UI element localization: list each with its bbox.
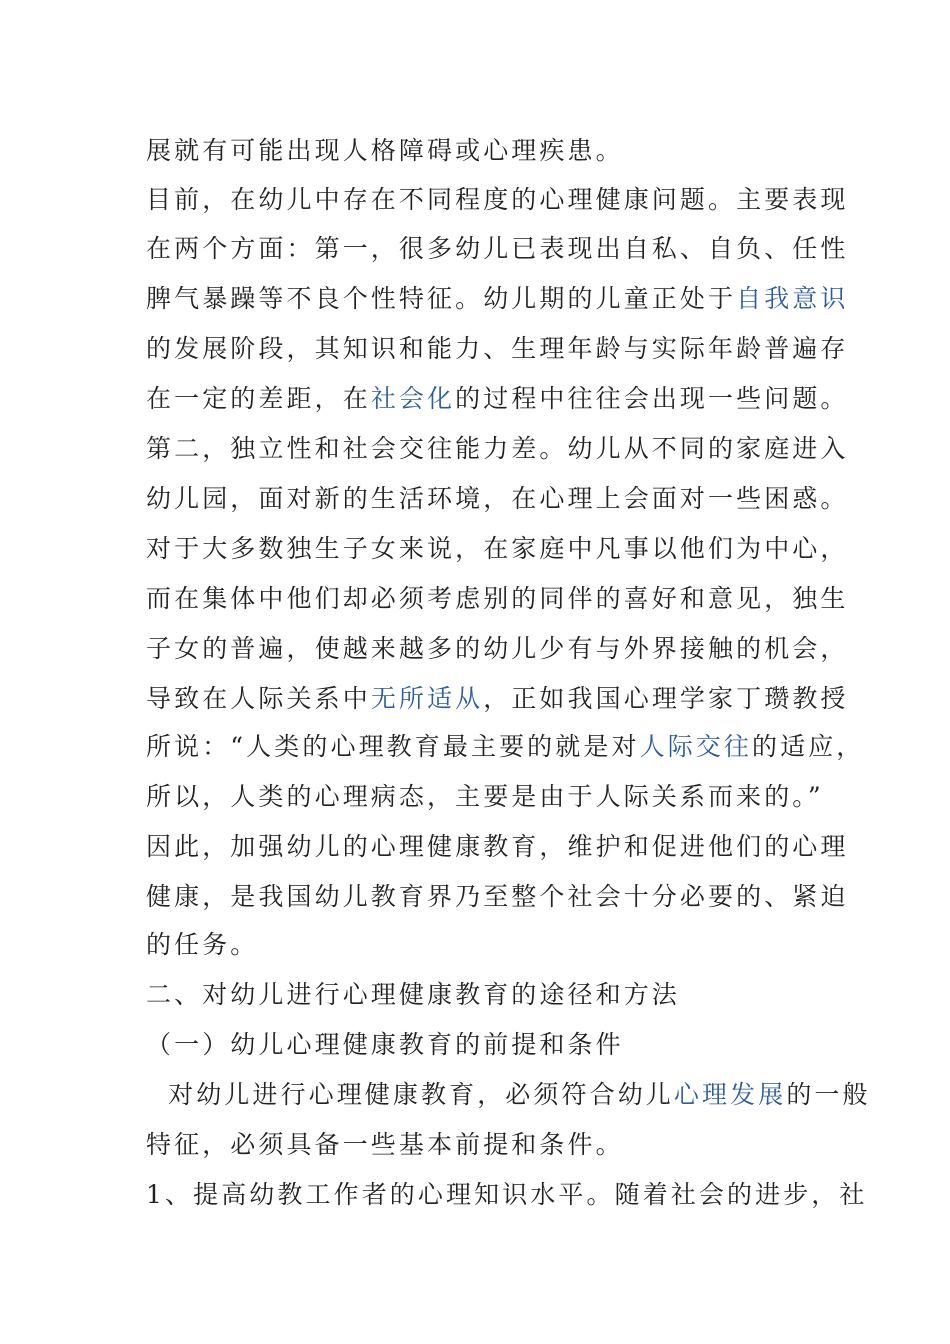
section-heading bbox=[146, 970, 680, 1020]
text-segment: 而在集体中他们却必须考虑别的同伴的喜好和意见，独生 bbox=[146, 584, 849, 613]
text-segment: 的一般 bbox=[786, 1080, 871, 1109]
text-line bbox=[146, 822, 849, 872]
text-segment: 1、提高幼教工作者的心理知识水平。随着社会的进步，社 bbox=[146, 1180, 868, 1209]
text-line bbox=[146, 920, 258, 970]
text-segment: 的发展阶段，其知识和能力、生理年龄与实际年龄普遍存 bbox=[146, 334, 849, 363]
text-line bbox=[146, 872, 849, 922]
text-line bbox=[146, 274, 849, 324]
hyperlink-psychological-development[interactable]: 心理发展 bbox=[673, 1080, 787, 1109]
text-line bbox=[146, 524, 849, 574]
text-line bbox=[146, 722, 864, 772]
hyperlink-self-awareness[interactable]: 自我意识 bbox=[736, 284, 849, 313]
text-segment: 所说：“人类的心理教育最主要的就是对 bbox=[146, 732, 640, 761]
text-segment: 目前，在幼儿中存在不同程度的心理健康问题。主要表现 bbox=[146, 185, 849, 214]
hyperlink-at-a-loss[interactable]: 无所适从 bbox=[370, 684, 484, 713]
text-line bbox=[146, 424, 849, 474]
hyperlink-interpersonal-communication[interactable]: 人际交往 bbox=[639, 732, 752, 761]
text-segment: 因此，加强幼儿的心理健康教育，维护和促进他们的心理 bbox=[146, 832, 849, 861]
subsection-heading bbox=[146, 1020, 624, 1070]
text-segment: 二、对幼儿进行心理健康教育的途径和方法 bbox=[146, 980, 680, 1009]
text-segment: 子女的普遍，使越来越多的幼儿少有与外界接触的机会， bbox=[146, 634, 849, 663]
text-line bbox=[146, 224, 849, 274]
text-line bbox=[146, 324, 849, 374]
text-segment: 健康，是我国幼儿教育界乃至整个社会十分必要的、紧迫 bbox=[146, 882, 849, 911]
text-line bbox=[146, 574, 849, 624]
hyperlink-socialization[interactable]: 社会化 bbox=[370, 384, 456, 413]
text-line bbox=[146, 1120, 624, 1170]
text-line bbox=[146, 674, 849, 724]
text-line bbox=[146, 1070, 871, 1120]
text-segment: 对于大多数独生子女来说，在家庭中凡事以他们为中心， bbox=[146, 534, 849, 563]
text-segment: 脾气暴躁等不良个性特征。幼儿期的儿童正处于 bbox=[146, 284, 737, 313]
text-line bbox=[146, 126, 624, 176]
text-segment: 幼儿园，面对新的生活环境，在心理上会面对一些困惑。 bbox=[146, 484, 849, 513]
text-line bbox=[146, 1170, 868, 1220]
text-segment: 展就有可能出现人格障碍或心理疾患。 bbox=[146, 136, 624, 165]
text-segment: ，正如我国心理学家丁瓒教授 bbox=[483, 684, 849, 713]
text-segment: 所以，人类的心理病态，主要是由于人际关系而来的。” bbox=[146, 782, 824, 811]
text-segment: 导致在人际关系中 bbox=[146, 684, 371, 713]
text-segment: 特征，必须具备一些基本前提和条件。 bbox=[146, 1130, 624, 1159]
text-segment: 的过程中往往会出现一些问题。 bbox=[455, 384, 849, 413]
text-segment: （一）幼儿心理健康教育的前提和条件 bbox=[146, 1030, 624, 1059]
text-line bbox=[146, 175, 849, 225]
text-segment: 第二，独立性和社会交往能力差。幼儿从不同的家庭进入 bbox=[146, 434, 849, 463]
text-segment: 的任务。 bbox=[146, 930, 259, 959]
text-segment: 的适应， bbox=[752, 732, 865, 761]
text-line bbox=[146, 374, 849, 424]
text-segment: 在两个方面：第一，很多幼儿已表现出自私、自负、任性 bbox=[146, 234, 849, 263]
text-segment: 对幼儿进行心理健康教育，必须符合幼儿 bbox=[146, 1080, 674, 1109]
text-segment: 在一定的差距，在 bbox=[146, 384, 371, 413]
text-line bbox=[146, 772, 824, 822]
text-line bbox=[146, 624, 849, 674]
text-line bbox=[146, 474, 849, 524]
